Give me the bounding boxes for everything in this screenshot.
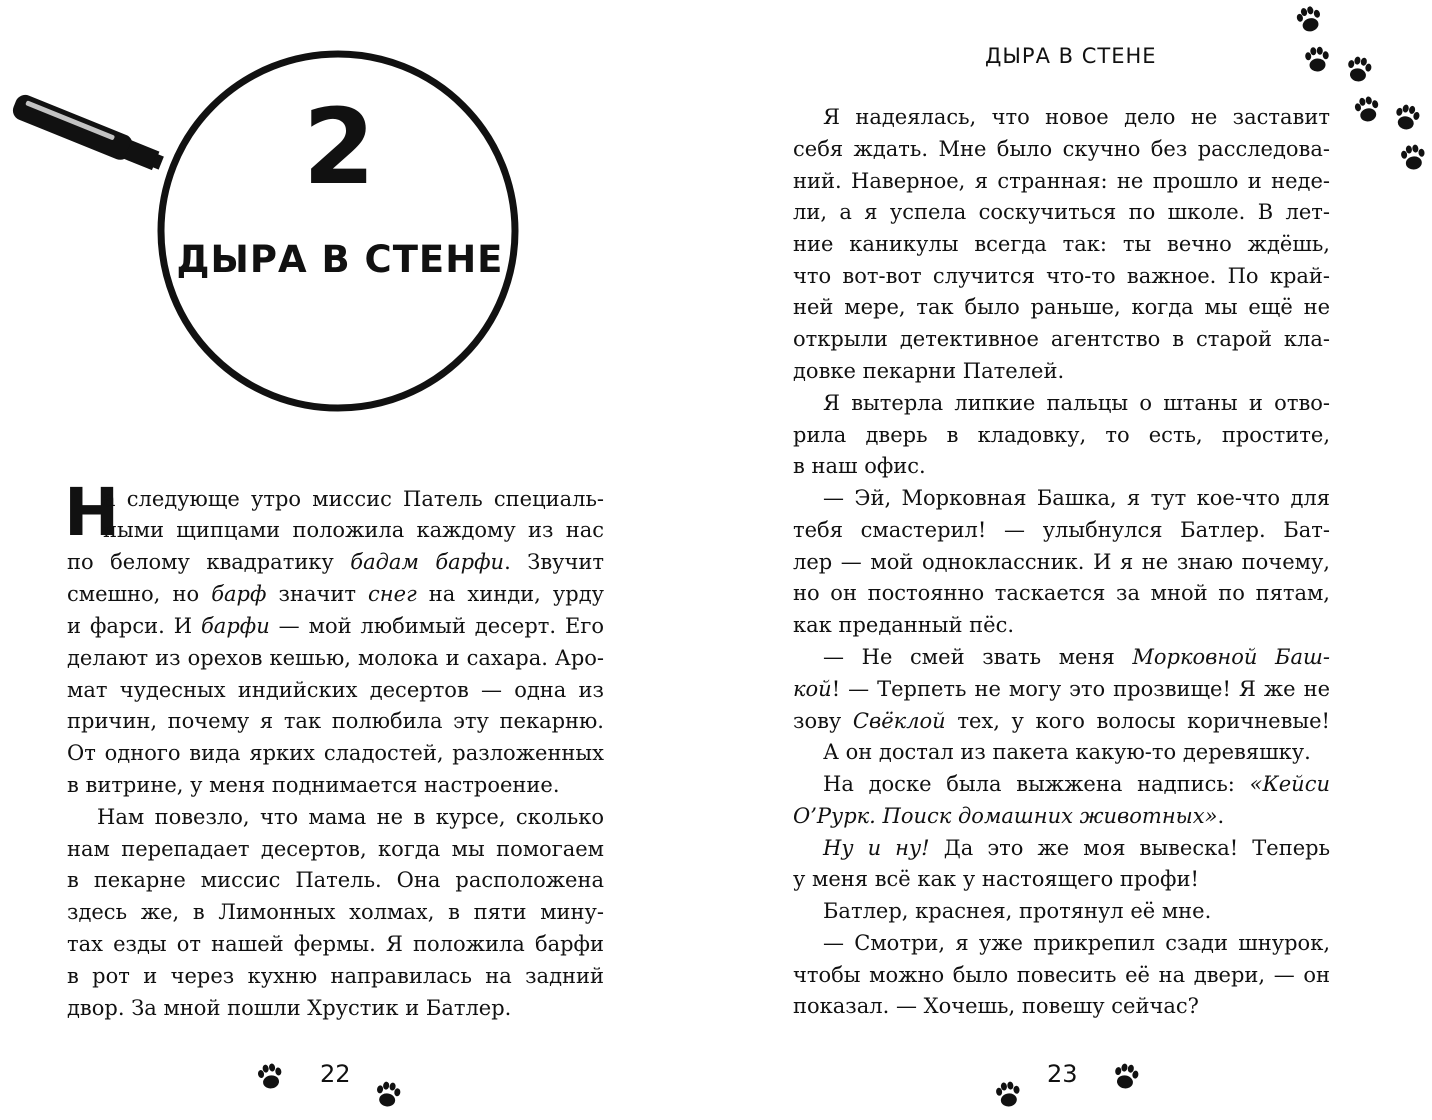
text-line: нам перепадает десертов, когда мы помогаем bbox=[67, 837, 604, 861]
page-number-left: 22 bbox=[320, 1060, 351, 1088]
text-line: показал. — Хочешь, повешу сейчас? bbox=[793, 994, 1199, 1018]
text-line: Нам повезло, что мама не в курсе, сколько bbox=[97, 805, 604, 829]
text-line: в рот и через кухню направилась на задний bbox=[67, 964, 604, 988]
text-line: — Эй, Морковная Башка, я тут кое-что для bbox=[823, 486, 1330, 510]
text-line: смешно, но барф значит снег на хинди, урду bbox=[67, 582, 604, 606]
text-line: а следующе утро миссис Патель специаль- bbox=[103, 487, 604, 511]
text-line: ней мере, так было раньше, когда мы ещё не bbox=[793, 295, 1330, 319]
text-line: в пекарне миссис Патель. Она расположена bbox=[67, 868, 604, 892]
italic-run: Свёклой bbox=[852, 709, 946, 733]
text-line: причин, почему я так полюбила эту пекарню. bbox=[67, 709, 604, 733]
text-line: тебя смастерил! — улыбнулся Батлер. Бат- bbox=[793, 518, 1330, 542]
italic-run: «Кейси bbox=[1249, 772, 1330, 796]
chapter-number: 2 bbox=[302, 86, 378, 208]
text-line: ными щипцами положила каждому из нас bbox=[103, 518, 604, 542]
drop-cap: Н bbox=[64, 474, 120, 551]
text-line: Я надеялась, что новое дело не заставит bbox=[823, 105, 1330, 129]
text-line: мат чудесных индийских десертов — одна из bbox=[67, 678, 604, 702]
text-line: О’Рурк. Поиск домашних животных». bbox=[793, 804, 1225, 828]
text-line: здесь же, в Лимонных холмах, в пяти мину- bbox=[67, 900, 604, 924]
text-line: Я вытерла липкие пальцы о штаны и отво- bbox=[823, 391, 1330, 415]
paw-print-icon bbox=[1396, 140, 1430, 172]
page-number-right: 23 bbox=[1047, 1060, 1078, 1088]
chapter-magnifier bbox=[0, 0, 560, 440]
text-line: ние каникулы всегда так: ты вечно ждёшь, bbox=[793, 232, 1330, 256]
text-line: как преданный пёс. bbox=[793, 613, 1015, 637]
italic-run: Ну и ну! bbox=[823, 836, 930, 860]
paw-print-icon bbox=[990, 1076, 1026, 1110]
text-line: рила дверь в кладовку, то есть, простите, bbox=[793, 423, 1330, 447]
italic-run: барфи bbox=[200, 614, 270, 638]
paw-print-icon bbox=[1108, 1058, 1144, 1092]
italic-run: Морковной Баш- bbox=[1132, 645, 1330, 669]
text-line: От одного вида ярких сладостей, разложенных bbox=[67, 741, 604, 765]
text-line: двор. За мной пошли Хрустик и Батлер. bbox=[67, 996, 512, 1020]
paw-print-icon bbox=[1300, 42, 1334, 74]
text-line: ний. Наверное, я странная: не прошло и неде- bbox=[793, 169, 1330, 193]
text-line: кой! — Терпеть не могу это прозвище! Я же не bbox=[793, 677, 1330, 701]
text-line: На доске была выжжена надпись: «Кейси bbox=[823, 772, 1330, 796]
italic-run: О’Рурк. Поиск домашних животных» bbox=[793, 804, 1218, 828]
text-line: и фарси. И барфи — мой любимый десерт. Его bbox=[67, 614, 604, 638]
text-line: у меня всё как у настоящего профи! bbox=[793, 867, 1199, 891]
text-line: в наш офис. bbox=[793, 454, 926, 478]
italic-run: снег bbox=[368, 582, 417, 606]
italic-run: бадам барфи bbox=[350, 550, 505, 574]
text-line: Ну и ну! Да это же моя вывеска! Теперь bbox=[823, 836, 1330, 860]
text-line: по белому квадратику бадам барфи. Звучит bbox=[67, 550, 604, 574]
text-line: чтобы можно было повесить её на двери, — он bbox=[793, 963, 1330, 987]
text-line: Батлер, краснея, протянул её мне. bbox=[823, 899, 1212, 923]
paw-print-icon bbox=[370, 1076, 406, 1110]
italic-run: барф bbox=[211, 582, 267, 606]
text-line: себя ждать. Мне было скучно без расследова- bbox=[793, 137, 1330, 161]
text-line: — Смотри, я уже прикрепил сзади шнурок, bbox=[823, 931, 1330, 955]
text-line: ли, а я успела соскучиться по школе. В лет- bbox=[793, 200, 1330, 224]
paw-print-icon bbox=[1390, 100, 1424, 132]
text-line: тах езды от нашей фермы. Я положила барфи bbox=[67, 932, 604, 956]
paw-print-icon bbox=[252, 1058, 288, 1092]
chapter-title: ДЫРА В СТЕНЕ bbox=[176, 238, 504, 281]
text-line: — Не смей звать меня Морковной Баш- bbox=[823, 645, 1330, 669]
text-line: но он постоянно таскается за мной по пятам, bbox=[793, 581, 1330, 605]
paw-print-icon bbox=[1292, 2, 1326, 34]
text-line: что вот-вот случится что-то важное. По край- bbox=[793, 264, 1330, 288]
text-line: в витрине, у меня поднимается настроение. bbox=[67, 773, 560, 797]
text-line: зову Свёклой тех, у кого волосы коричневые! bbox=[793, 709, 1330, 733]
running-head: ДЫРА В СТЕНЕ bbox=[985, 44, 1157, 68]
text-line: делают из орехов кешью, молока и сахара. Аро- bbox=[67, 646, 604, 670]
italic-run: кой bbox=[793, 677, 832, 701]
text-line: открыли детективное агентство в старой кла- bbox=[793, 327, 1330, 351]
magnifier-icon bbox=[0, 0, 560, 440]
paw-print-icon bbox=[1342, 52, 1376, 84]
text-line: А он достал из пакета какую-то деревяшку. bbox=[823, 740, 1311, 764]
text-line: довке пекарни Пателей. bbox=[793, 359, 1065, 383]
text-line: лер — мой одноклассник. И я не знаю почему, bbox=[793, 550, 1330, 574]
paw-print-icon bbox=[1350, 92, 1384, 124]
